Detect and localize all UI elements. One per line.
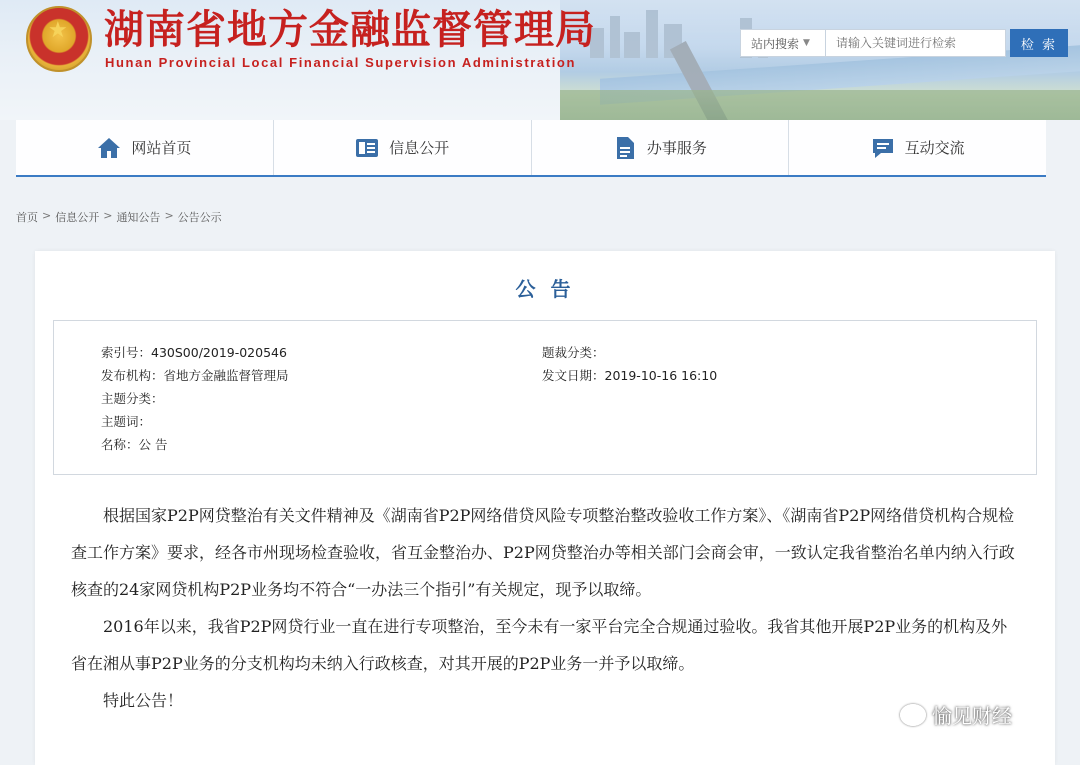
article-body bbox=[71, 497, 1019, 719]
meta-name: 名称：公 告 bbox=[101, 437, 168, 452]
search-button[interactable]: 检 索 bbox=[1010, 29, 1068, 57]
breadcrumb-separator: > bbox=[42, 209, 52, 222]
watermark bbox=[900, 700, 1012, 729]
nav-item-label: 办事服务 bbox=[646, 139, 707, 157]
search-scope-select[interactable] bbox=[740, 29, 826, 57]
nav-item-label: 信息公开 bbox=[389, 139, 450, 157]
watermark-text: 愉见财经 bbox=[932, 704, 1012, 728]
site-search bbox=[740, 29, 1068, 57]
file-icon bbox=[613, 137, 637, 159]
site-header bbox=[0, 0, 1080, 120]
article-paragraph: 根据国家P2P网贷整治有关文件精神及《湖南省P2P网络借贷风险专项整治整改验收工作方案》、《湖南省P2P网络借贷机构合规检查工作方案》要求，经各市州现场检查验收，省互金整治办、P2P网贷整治办等相关部门会商会审，一致认定我省整治名单内纳入行政核查的24家网贷机构P2P业务均不符合“一办法三个指引”有关规定，现予以取缔。 bbox=[71, 506, 1015, 599]
meta-publisher: 发布机构：省地方金融监督管理局 bbox=[101, 368, 289, 383]
breadcrumb-link-home[interactable]: 首页 bbox=[16, 211, 38, 224]
nav-item-interaction[interactable] bbox=[789, 120, 1046, 175]
nav-item-home[interactable] bbox=[16, 120, 274, 175]
breadcrumb-link-info[interactable]: 信息公开 bbox=[55, 211, 100, 224]
chevron-down-icon: ▼ bbox=[803, 38, 810, 48]
article-meta-box bbox=[53, 320, 1037, 475]
meta-topic-category: 主题分类： bbox=[101, 391, 164, 406]
article-paragraph: 2016年以来，我省P2P网贷行业一直在进行专项整治，至今未有一家平台完全合规通过验收。我省其他开展P2P业务的机构及外省在湘从事P2P业务的分支机构均未纳入行政核查，对其开展的P2P业务一并予以取缔。 bbox=[71, 617, 1008, 673]
main-nav bbox=[16, 120, 1046, 177]
nav-item-label: 互动交流 bbox=[904, 139, 965, 157]
article-panel bbox=[35, 251, 1055, 765]
document-list-icon bbox=[355, 137, 379, 159]
breadcrumb-current[interactable]: 公告公示 bbox=[177, 211, 222, 224]
national-emblem-icon: ★ bbox=[26, 6, 92, 72]
nav-item-info-disclosure[interactable] bbox=[274, 120, 532, 175]
site-title: 湖南省地方金融监督管理局 bbox=[104, 7, 596, 53]
article-title: 公 告 bbox=[515, 277, 575, 301]
breadcrumb-separator: > bbox=[103, 209, 113, 222]
search-scope-label: 站内搜索 bbox=[751, 36, 800, 51]
breadcrumb-separator: > bbox=[164, 209, 174, 222]
meta-genre: 题裁分类： bbox=[542, 345, 605, 360]
article-paragraph: 特此公告！ bbox=[103, 691, 184, 710]
meta-keywords: 主题词： bbox=[101, 414, 152, 429]
wechat-icon bbox=[900, 704, 926, 726]
city-skyline-banner bbox=[560, 0, 1080, 120]
nav-item-services[interactable] bbox=[532, 120, 790, 175]
site-subtitle: Hunan Provincial Local Financial Supervision Administration bbox=[105, 55, 576, 70]
search-input[interactable] bbox=[826, 29, 1006, 57]
nav-item-label: 网站首页 bbox=[131, 139, 192, 157]
meta-index-no: 索引号：430S00/2019-020546 bbox=[101, 345, 287, 360]
breadcrumb-link-notices[interactable]: 通知公告 bbox=[116, 211, 161, 224]
chat-icon bbox=[871, 137, 895, 159]
breadcrumb bbox=[16, 209, 222, 225]
home-icon bbox=[97, 137, 121, 159]
meta-publish-date: 发文日期：2019-10-16 16:10 bbox=[542, 368, 718, 383]
